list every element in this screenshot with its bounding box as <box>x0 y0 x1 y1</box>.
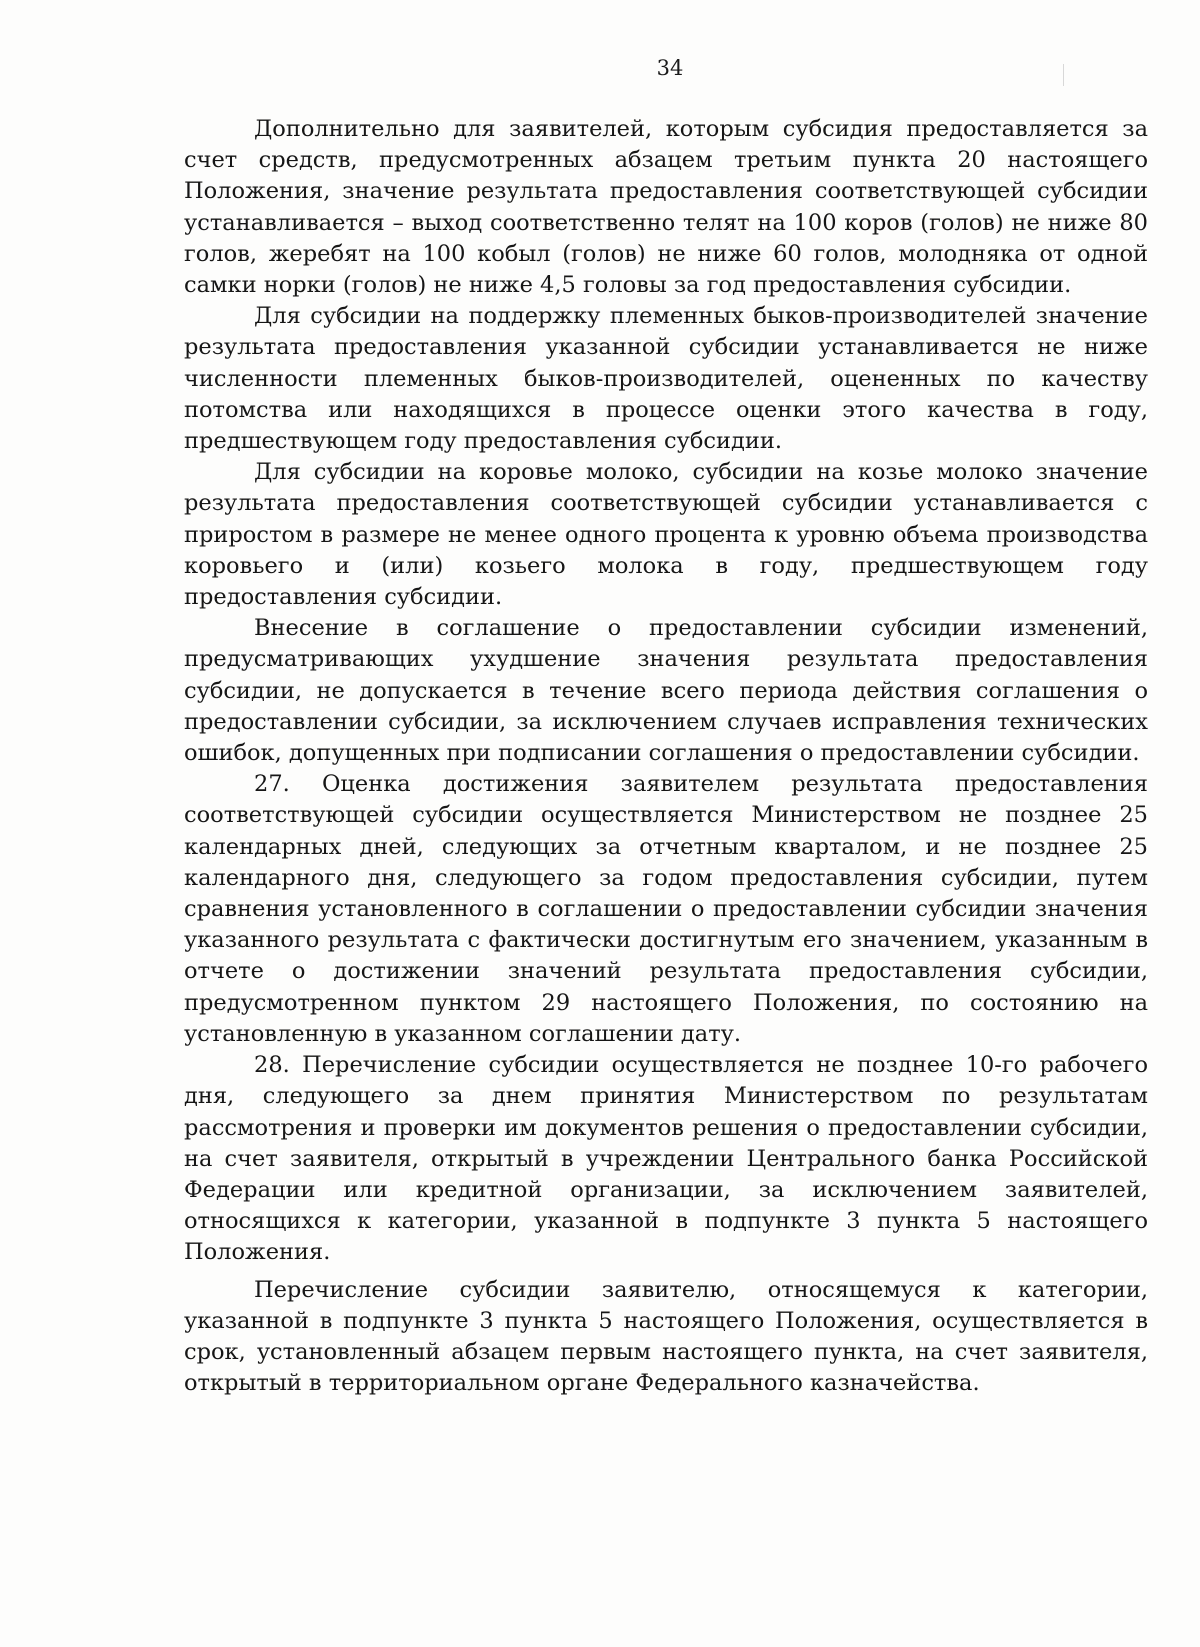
paragraph-result-values: Дополнительно для заявителей, которым субсидия предоставляется за счет средств, предусмотренных абзацем третьим пункта 20 настоящего Положения, значение результата предоставления соответствующей субсидии устанавливается – выход соответственно телят на 100 коров (голов) не ниже 80 голов, жеребят на 100 кобыл (голов) не ниже 60 голов, молодняка от одной самки норки (голов) не ниже 4,5 головы за год предоставления субсидии. <box>184 116 1148 299</box>
paragraph-section-27: 27. Оценка достижения заявителем результата предоставления соответствующей субсидии осуществляется Министерством не позднее 25 календарных дней, следующих за отчетным кварталом, и не позднее 25 календарного дня, следующего за годом предоставления субсидии, путем сравнения установленного в соглашении о предоставлении субсидии значения указанного результата с фактически достигнутым его значением, указанным в отчете о достижении значений результата предоставления субсидии, предусмотренном пунктом 29 настоящего Положения, по состоянию на установленную в указанном соглашении дату. <box>184 771 1148 1047</box>
document-body <box>184 114 1148 1399</box>
paragraph-section-28: 28. Перечисление субсидии осуществляется не позднее 10-го рабочего дня, следующего за днем принятия Министерством по результатам рассмотрения и проверки им документов решения о предоставлении субсидии, на счет заявителя, открытый в учреждении Центрального банка Российской Федерации или кредитной организации, за исключением заявителей, относящихся к категории, указанной в подпункте 3 пункта 5 настоящего Положения. <box>184 1052 1148 1266</box>
paragraph-breeding-bulls: Для субсидии на поддержку племенных быков-производителей значение результата предоставления указанной субсидии устанавливается не ниже численности племенных быков-производителей, оцененных по качеству потомства или находящихся в процессе оценки этого качества в году, предшествующем году предоставления субсидии. <box>184 303 1148 455</box>
paragraph-treasury-transfer: Перечисление субсидии заявителю, относящемуся к категории, указанной в подпункте 3 пункта 5 настоящего Положения, осуществляется в срок, установленный абзацем первым настоящего пункта, на счет заявителя, открытый в территориальном органе Федерального казначейства. <box>184 1276 1148 1397</box>
paragraph-agreement-changes: Внесение в соглашение о предоставлении субсидии изменений, предусматривающих ухудшение значения результата предоставления субсидии, не допускается в течение всего периода действия соглашения о предоставлении субсидии, за исключением случаев исправления технических ошибок, допущенных при подписании соглашения о предоставлении субсидии. <box>184 615 1148 767</box>
page-number: 34 <box>656 56 684 80</box>
paragraph-milk-subsidy: Для субсидии на коровье молоко, субсидии на козье молоко значение результата предоставления соответствующей субсидии устанавливается с приростом в размере не менее одного процента к уровню объема производства коровьего и (или) козьего молока в году, предшествующем году предоставления субсидии. <box>184 459 1148 611</box>
